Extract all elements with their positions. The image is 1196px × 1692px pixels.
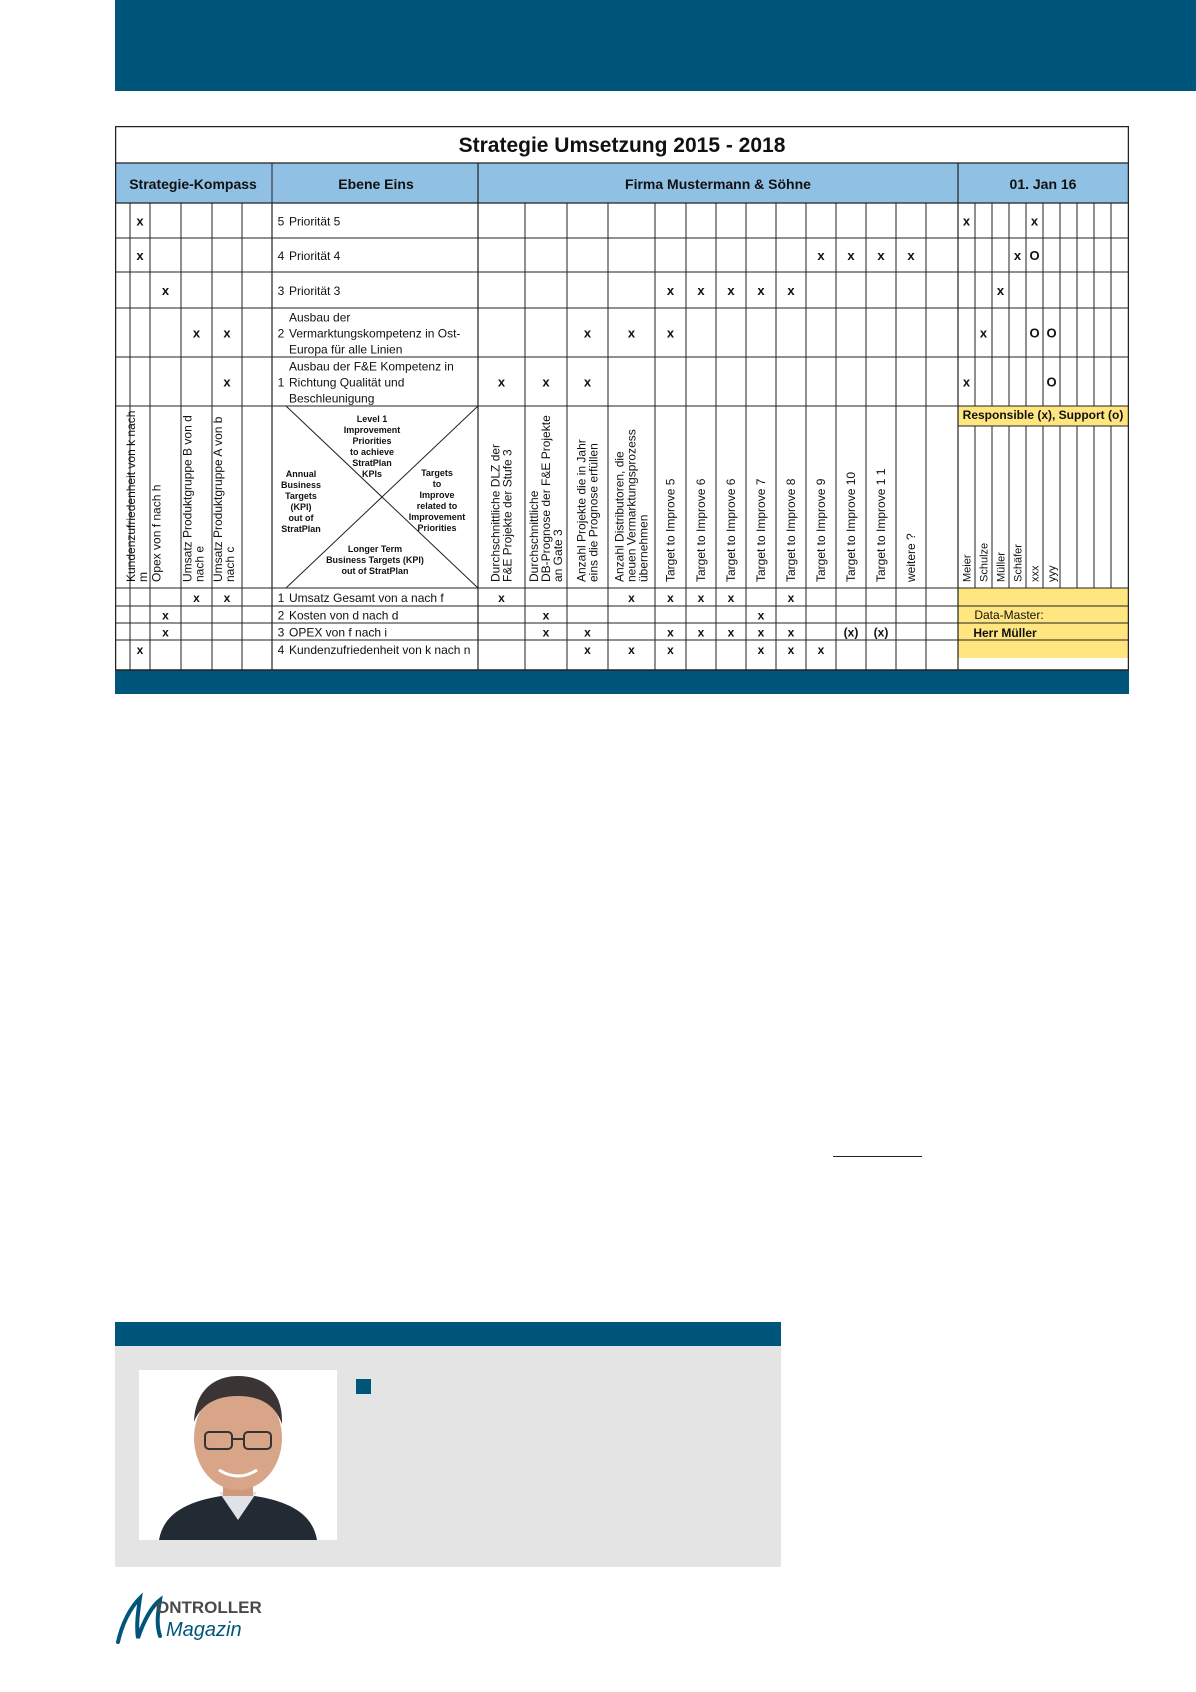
diagram-right-text: Targets xyxy=(421,468,453,478)
target-column-label: an Gate 3 xyxy=(551,529,565,582)
responsible-label: Responsible (x), Support (o) xyxy=(962,408,1124,422)
strategy-matrix xyxy=(115,126,1129,694)
kpi-left-mark: x xyxy=(162,625,169,640)
kpi-row-number: 1 xyxy=(277,591,285,605)
author-photo xyxy=(139,1370,337,1540)
diagram-left-text: StratPlan xyxy=(281,524,321,534)
priority-row-label: Beschleunigung xyxy=(289,391,375,406)
priority-target-mark: x xyxy=(497,374,506,390)
kpi-left-mark: x xyxy=(223,591,231,605)
left-column-label: Umsatz Produktgruppe B von d xyxy=(180,415,195,582)
priority-left-mark: x xyxy=(161,283,170,298)
diagram-right-text: Improve xyxy=(419,490,455,500)
kpi-target-mark: x xyxy=(542,625,550,640)
header-bar xyxy=(115,0,1196,91)
priority-people-mark: x xyxy=(962,374,971,390)
diagram-right-text: Improvement xyxy=(408,512,466,522)
priority-row-label: Vermarktungskompetenz in Ost- xyxy=(289,326,461,341)
data-master-label: Data-Master: xyxy=(974,608,1044,622)
logo-script: Magazin xyxy=(166,1619,242,1641)
priority-left-mark: x xyxy=(136,213,144,229)
kpi-row-number: 3 xyxy=(277,625,285,640)
priority-target-mark: x xyxy=(542,374,550,390)
people-column-label: yyy xyxy=(1046,565,1059,582)
kpi-row-number: 4 xyxy=(277,643,285,657)
diagram-top-text: KPIs xyxy=(361,469,383,479)
priority-people-mark: x xyxy=(1013,248,1022,263)
target-column-label: eins die Prognose erfüllen xyxy=(586,443,601,582)
priority-target-mark: x xyxy=(877,248,885,263)
kpi-row-label: Kosten von d nach d xyxy=(289,608,399,623)
people-column-label: xxx xyxy=(1029,565,1042,582)
header-ebene-eins: Ebene Eins xyxy=(338,176,414,192)
target-column-label: F&E Projekte der Stufe 3 xyxy=(500,449,515,582)
left-column-label: Umsatz Produktgruppe A von b xyxy=(211,416,225,582)
priority-row-label: Richtung Qualität und xyxy=(289,375,405,390)
target-column-label: Anzahl Distributoren, die xyxy=(612,451,627,582)
priority-target-mark: x xyxy=(583,325,592,341)
target-column-label: Target to Improve 6 xyxy=(724,478,738,582)
target-column-label: DB-Prognose der F&E Projekte xyxy=(539,415,553,582)
author-box xyxy=(115,1322,781,1567)
diagram-left-text: Annual xyxy=(285,469,317,479)
header-firma: Firma Mustermann & Söhne xyxy=(625,176,811,192)
priority-target-mark: x xyxy=(787,283,795,298)
kpi-target-mark: x xyxy=(787,625,795,640)
diagram-left-text: Targets xyxy=(285,491,317,501)
priority-people-mark: O xyxy=(1029,325,1040,341)
priority-row-number: 5 xyxy=(277,214,285,229)
priority-target-mark: x xyxy=(847,248,855,263)
diagram-right-text: to xyxy=(432,479,442,489)
priority-left-mark: x xyxy=(223,374,231,390)
priority-row-number: 2 xyxy=(277,326,285,341)
bullet-square-icon xyxy=(356,1379,371,1394)
priority-left-mark: x xyxy=(136,248,144,263)
priority-row-number: 3 xyxy=(277,284,285,298)
kpi-target-mark: x xyxy=(498,591,505,605)
kpi-target-mark: x xyxy=(757,608,765,623)
kpi-left-mark: x xyxy=(136,643,144,657)
header-strategie-kompass: Strategie-Kompass xyxy=(129,176,257,192)
diagram-bottom-text: Longer Term xyxy=(347,544,403,554)
kpi-target-mark: x xyxy=(667,643,674,657)
priority-row-label: Priorität 5 xyxy=(289,214,341,229)
diagram-bottom-text: Business Targets (KPI) xyxy=(326,555,424,565)
author-box-header xyxy=(115,1322,781,1346)
left-column-label: Kundenzufriedenheit von k nach xyxy=(124,410,138,582)
bottom-bar xyxy=(115,670,1129,694)
priority-row-number: 1 xyxy=(277,375,285,390)
kpi-target-mark: x xyxy=(628,591,635,605)
priority-people-mark: x xyxy=(996,283,1005,298)
diagram-top-text: Improvement xyxy=(343,425,401,435)
target-column-label: Target to Improve 1 1 xyxy=(874,468,888,582)
kpi-row-label: OPEX von f nach i xyxy=(289,625,388,640)
kpi-target-mark: x xyxy=(667,625,674,640)
target-column-label: Target to Improve 9 xyxy=(814,478,828,582)
kpi-target-mark: x xyxy=(542,608,550,623)
target-column-label: Durchschnittliche xyxy=(527,490,541,582)
kpi-row-number: 2 xyxy=(277,608,285,623)
footnote-rule xyxy=(833,1156,922,1157)
kpi-target-mark: x xyxy=(697,625,705,640)
header-row-bg xyxy=(115,163,1129,203)
kpi-left-mark: x xyxy=(193,591,200,605)
priority-row-label: Priorität 3 xyxy=(289,284,341,298)
diagram-top-text: to achieve xyxy=(349,447,395,457)
people-column-label: Schäfer xyxy=(1012,544,1025,582)
priority-people-mark: O xyxy=(1029,248,1040,263)
priority-row-label: Ausbau der F&E Kompetenz in xyxy=(289,359,454,374)
data-master-name: Herr Müller xyxy=(973,626,1037,640)
priority-target-mark: x xyxy=(962,213,971,229)
diagram-top-text: Level 1 xyxy=(356,414,388,424)
priority-target-mark: x xyxy=(697,283,705,298)
kpi-target-mark: x xyxy=(584,643,591,657)
priority-row-label: Ausbau der xyxy=(289,310,351,325)
kpi-row-label: Umsatz Gesamt von a nach f xyxy=(289,591,444,605)
priority-target-mark: x xyxy=(666,325,675,341)
controller-magazin-logo xyxy=(112,1590,282,1652)
kpi-target-mark: x xyxy=(787,643,795,657)
priority-left-mark: x xyxy=(192,325,201,341)
kpi-target-mark: x xyxy=(727,625,735,640)
kpi-row-label: Kundenzufriedenheit von k nach n xyxy=(289,643,471,657)
kpi-target-mark: x xyxy=(757,643,765,657)
kpi-target-mark: x xyxy=(667,591,674,605)
kpi-target-mark: x xyxy=(817,643,825,657)
kpi-target-mark: (x) xyxy=(873,625,889,640)
diagram-top-text: StratPlan xyxy=(352,458,392,468)
diagram-top-text: Priorities xyxy=(352,436,392,446)
left-column-label: m xyxy=(136,572,150,582)
left-column-label: Opex von f nach h xyxy=(149,484,164,582)
diagram-left-text: Business xyxy=(280,480,322,490)
priority-target-mark: x xyxy=(627,325,636,341)
target-column-label: übernehmen xyxy=(636,514,651,582)
logo-wordmark: ONTROLLER xyxy=(156,1598,262,1617)
target-column-label: Target to Improve 5 xyxy=(663,478,678,582)
priority-target-mark: x xyxy=(727,283,735,298)
diagram-bottom-text: out of StratPlan xyxy=(341,566,409,576)
target-column-label: weitere ? xyxy=(904,533,918,582)
priority-target-mark: x xyxy=(757,283,765,298)
target-column-label: Target to Improve 8 xyxy=(784,478,798,582)
priority-target-mark: x xyxy=(666,283,675,298)
priority-row-label: Europa für alle Linien xyxy=(289,342,403,357)
priority-row-number: 4 xyxy=(277,249,285,263)
priority-row-label: Priorität 4 xyxy=(289,249,341,263)
diagram-left-text: (KPI) xyxy=(290,502,312,512)
priority-people-mark: x xyxy=(1030,213,1039,229)
diagram-left-text: out of xyxy=(288,513,314,523)
kpi-target-mark: x xyxy=(584,625,591,640)
people-column-label: Müller xyxy=(995,552,1008,582)
target-column-label: Target to Improve 6 xyxy=(694,478,708,582)
target-column-label: Target to Improve 10 xyxy=(844,471,858,582)
header-date: 01. Jan 16 xyxy=(1009,176,1077,192)
kpi-left-mark: x xyxy=(162,608,169,623)
kpi-target-mark: x xyxy=(628,643,635,657)
people-column-label: Schulze xyxy=(978,542,991,582)
left-column-label: nach c xyxy=(223,546,237,582)
kpi-target-mark: (x) xyxy=(843,625,859,640)
people-column-label: Meier xyxy=(961,554,974,582)
kpi-target-mark: x xyxy=(697,591,705,605)
priority-target-mark: x xyxy=(817,248,825,263)
kpi-target-mark: x xyxy=(787,591,795,605)
kpi-target-mark: x xyxy=(757,625,765,640)
priority-left-mark: x xyxy=(223,325,231,341)
diagram-right-text: Priorities xyxy=(417,523,457,533)
target-column-label: neuen Vermarktungsprozess xyxy=(624,429,639,582)
target-column-label: Target to Improve 7 xyxy=(754,478,768,582)
left-column-label: nach e xyxy=(192,545,207,582)
kpi-target-mark: x xyxy=(727,591,735,605)
matrix-title: Strategie Umsetzung 2015 - 2018 xyxy=(458,134,786,157)
priority-people-mark: O xyxy=(1046,325,1057,341)
target-column-label: Durchschnittliche DLZ der xyxy=(488,443,503,582)
priority-target-mark: x xyxy=(907,248,915,263)
diagram-right-text: related to xyxy=(416,501,458,511)
priority-people-mark: x xyxy=(979,325,988,341)
target-column-label: Anzahl Projekte die in Jahr xyxy=(574,439,589,582)
priority-people-mark: O xyxy=(1046,374,1057,390)
priority-target-mark: x xyxy=(583,374,592,390)
